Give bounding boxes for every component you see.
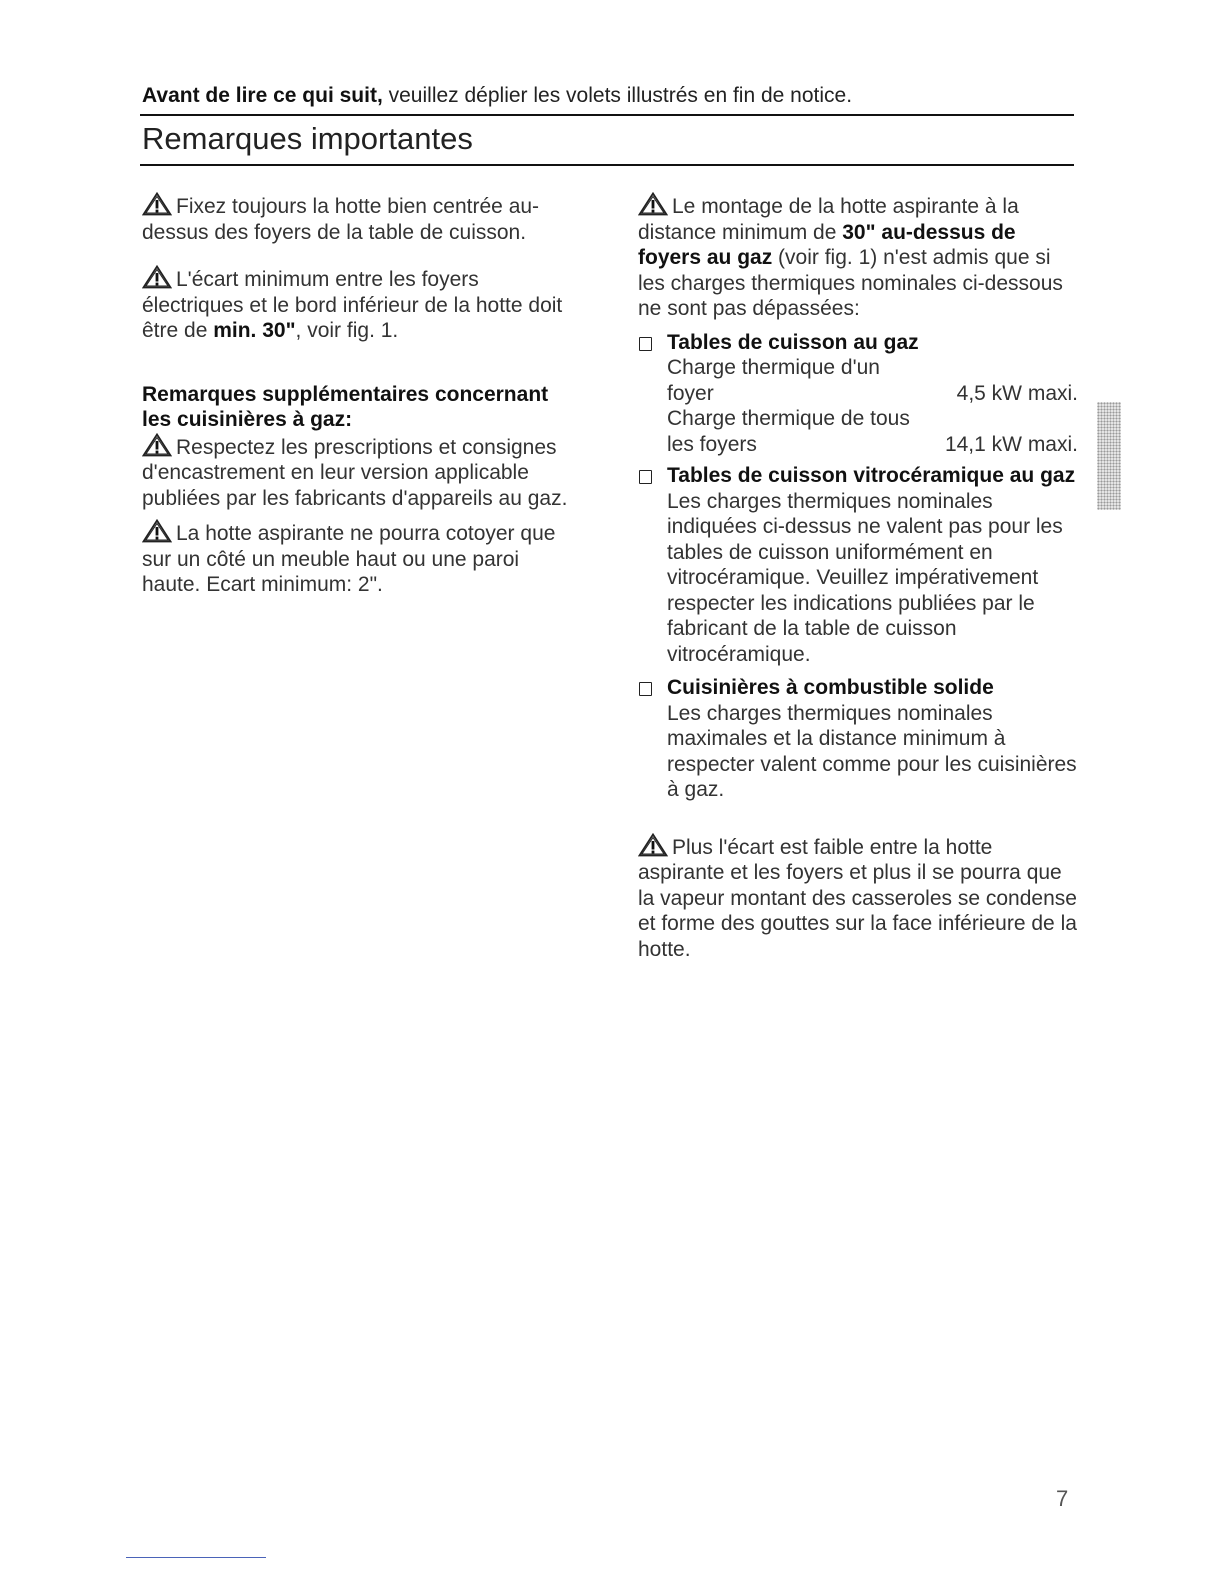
warning-gas-mounting-text-c: (voir fig. 1) n'est admis que si les charges thermiques nominales ci-dessous ne sont pas dépassées: [638, 246, 1063, 320]
warning-triangle-icon [638, 192, 670, 216]
warning-condensation [638, 833, 1078, 963]
warning-condensation-text: Plus l'écart est faible entre la hotte aspirante et les foyers et plus il se pourra que la vapeur montant des casseroles se condense et forme des gouttes sur la face inférieure de la hotte. [638, 835, 1077, 961]
warning-triangle-icon [142, 519, 174, 543]
spec-line: Charge thermique d'un [667, 356, 880, 379]
list-item-text: Les charges thermiques nominales maximales et la distance minimum à respecter valent comme pour les cuisinières à gaz. [667, 701, 1077, 801]
spec-value: 4,5 kW maxi. [956, 381, 1078, 405]
warning-triangle-icon [638, 833, 670, 857]
subheading-gas: Remarques supplémentaires concernant les cuisinières à gaz: [142, 382, 549, 431]
warning-prescriptions [142, 433, 572, 512]
warning-centering-text: Fixez toujours la hotte bien centrée au-dessus des foyers de la table de cuisson. [142, 195, 540, 244]
right-column [638, 192, 1078, 962]
warning-gas-mounting [638, 192, 1078, 322]
warning-side-clearance-text: La hotte aspirante ne pourra cotoyer que sur un côté un meuble haut ou une paroi haute. Ecart minimum: 2". [142, 522, 556, 596]
checkbox-icon [639, 470, 652, 484]
list-item-title: Tables de cuisson vitrocéramique au gaz [667, 464, 1076, 487]
warning-gas-mounting-bold: 30" au-dessus de foyers au gaz [638, 220, 1016, 269]
spec-line: Charge thermique de tous [667, 407, 910, 430]
section-tab-marker [1097, 402, 1121, 510]
warning-side-clearance [142, 519, 572, 598]
warning-prescriptions-text: Respectez les prescriptions et consignes d'encastrement en leur version applicable publiées par les fabricants d'appareils au gaz. [142, 435, 568, 510]
list-item-gas-hobs [638, 330, 1078, 458]
warning-triangle-icon [142, 192, 174, 216]
spec-label: les foyers [667, 432, 757, 456]
list-item-title: Cuisinières à combustible solide [667, 676, 994, 699]
warning-triangle-icon [142, 265, 174, 289]
intro-line [142, 84, 1072, 108]
warning-min-distance [142, 265, 572, 344]
spec-row-single-burner [667, 381, 1078, 407]
title-rule [140, 164, 1074, 166]
warning-gas-mounting-text-a: Le montage de la hotte aspirante à la distance minimum de [638, 195, 1019, 244]
intro-rest: veuillez déplier les volets illustrés en fin de notice. [382, 84, 853, 107]
list-item-text: Les charges thermiques nominales indiquées ci-dessus ne valent pas pour les tables de cuisson uniformément en vitrocéramique. Veuillez impérativement respecter les indications publiées par le fabricant de la table de cuisson vitrocéramique. [667, 489, 1063, 666]
page-number: 7 [1056, 1486, 1069, 1511]
warning-centering [142, 192, 572, 245]
list-item-title: Tables de cuisson au gaz [667, 330, 919, 354]
spec-row-all-burners [667, 432, 1078, 458]
warning-min-distance-text-a: L'écart minimum entre les foyers électriques et le bord inférieur de la hotte doit être de [142, 268, 563, 342]
list-item-solid-fuel [638, 675, 1078, 803]
page-title: Remarques importantes [142, 121, 473, 156]
warning-min-distance-value: min. 30" [213, 319, 296, 342]
checkbox-icon [639, 337, 652, 351]
checkbox-icon [639, 682, 652, 696]
warning-min-distance-text-c: , voir fig. 1. [295, 319, 399, 342]
footer-line [126, 1557, 266, 1558]
warning-triangle-icon [142, 433, 174, 457]
top-rule [140, 114, 1074, 116]
spec-label: foyer [667, 381, 714, 405]
left-column [142, 192, 572, 598]
list-item-ceramic-gas [638, 463, 1078, 667]
intro-bold: Avant de lire ce qui suit, [142, 84, 383, 107]
spec-value: 14,1 kW maxi. [944, 432, 1078, 456]
